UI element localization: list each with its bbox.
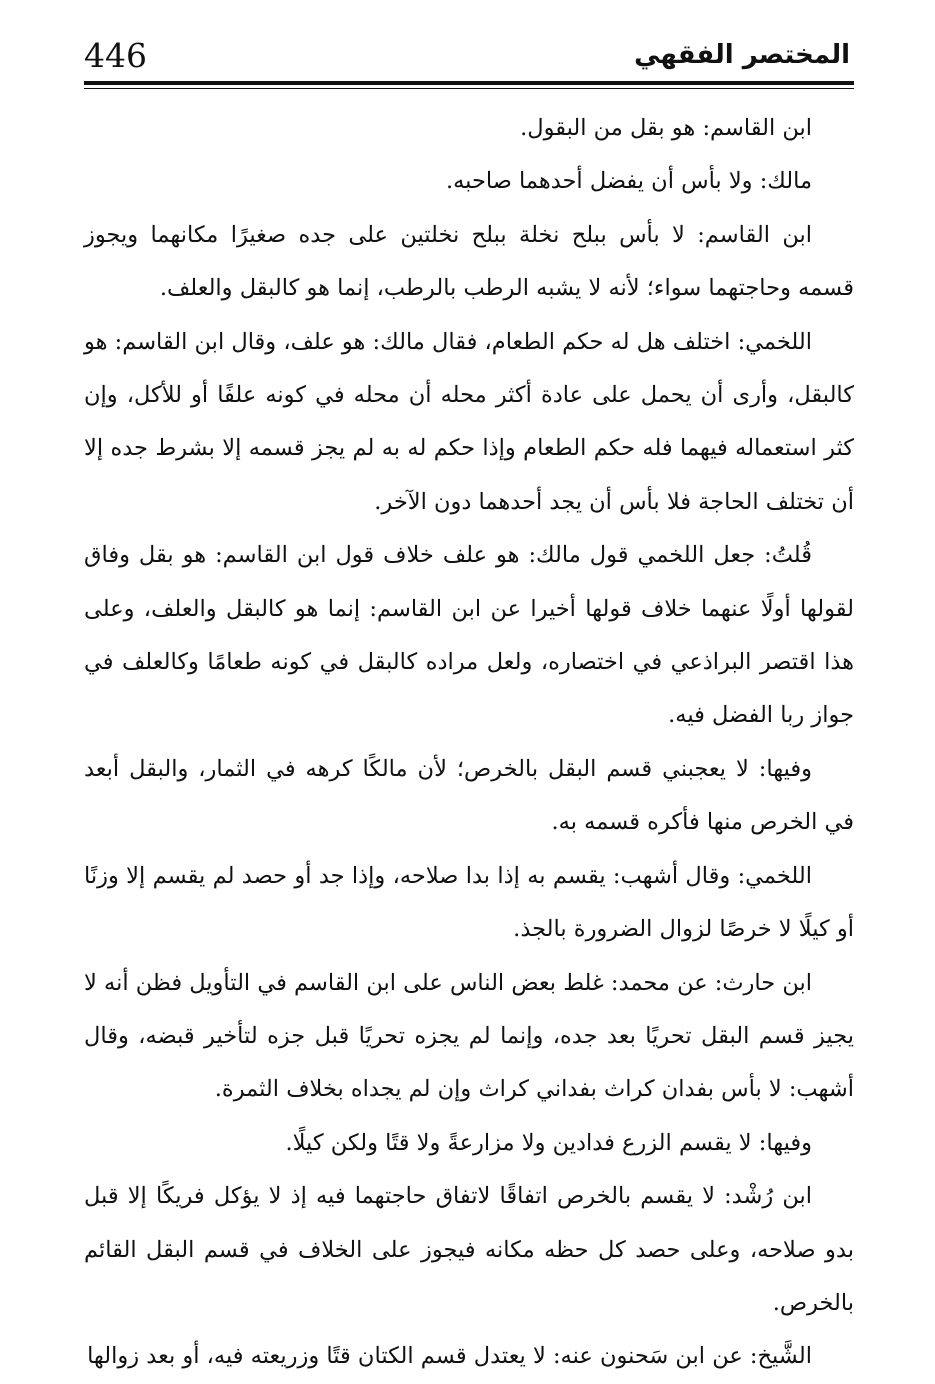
paragraph: ابن حارث: عن محمد: غلط بعض الناس على ابن القاسم في التأويل فظن أنه لا يجيز قسم البقل تحريًا بعد جده، وإنما لم يجزه تحريًا قبل جزه لتأخير قبضه، وقال أشهب: لا بأس بفدان كراث بفداني كراث وإن لم يجداه بخلاف الثمرة. <box>84 969 854 1103</box>
page-header <box>84 34 854 80</box>
paragraph: اللخمي: وقال أشهب: يقسم به إذا بدا صلاحه، وإذا جد أو حصد لم يقسم إلا وزنًا أو كيلًا لا خرصًا لزوال الضرورة بالجذ. <box>84 862 854 943</box>
paragraph: الشَّيخ: عن ابن سَحنون عنه: لا يعتدل قسم الكتان قتًا وزريعته فيه، أو بعد زوالها <box>87 1343 812 1370</box>
header-rule-thick <box>84 81 854 85</box>
page-number: 446 <box>84 36 147 75</box>
paragraph: وفيها: لا يعجبني قسم البقل بالخرص؛ لأن مالكًا كرهه في الثمار، والبقل أبعد في الخرص منها فأكره قسمه به. <box>84 755 854 836</box>
paragraph: قُلتُ: جعل اللخمي قول مالك: هو علف خلاف قول ابن القاسم: هو بقل وفاق لقولها أولًا عنهما خلاف قولها أخيرا عن ابن القاسم: إنما هو كالبقل والعلف، وعلى هذا اقتصر البراذعي في اختصاره، ولعل مراده كالبقل في كونه طعامًا وكالعلف في جواز ربا الفضل فيه. <box>84 542 854 729</box>
paragraph: ابن رُشْد: لا يقسم بالخرص اتفاقًا لاتفاق حاجتهما فيه إذ لا يؤكل فريكًا إلا قبل بدو صلاحه، وعلى حصد كل حظه مكانه فيجوز على الخلاف في قسم البقل القائم بالخرص. <box>84 1183 854 1316</box>
paragraph: ابن القاسم: هو بقل من البقول. <box>520 115 812 141</box>
paragraph: مالك: ولا بأس أن يفضل أحدهما صاحبه. <box>445 168 812 195</box>
paragraph: وفيها: لا يقسم الزرع فدادين ولا مزارعةً ولا قتًا ولكن كيلًا. <box>285 1129 812 1156</box>
paragraph: ابن القاسم: لا بأس ببلح نخلة ببلح نخلتين على جده صغيرًا مكانهما ويجوز قسمه وحاجتهما سواء؛ لأنه لا يشبه الرطب بالرطب، إنما هو كالبقل والعلف. <box>84 221 854 302</box>
paragraph: اللخمي: اختلف هل له حكم الطعام، فقال مالك: هو علف، وقال ابن القاسم: هو كالبقل، وأرى أن يحمل على عادة أكثر محله أن محله في كونه علفًا أو للأكل، وإن كثر استعماله فيهما فله حكم الطعام وإذا حكم له به لم يجز قسمه إلا بشرط جده إلا أن تختلف الحاجة فلا بأس أن يجد أحدهما دون الآخر. <box>84 328 854 515</box>
header-rule-thin <box>84 88 854 89</box>
page-body <box>84 102 854 1384</box>
book-title: المختصر الفقهي <box>634 40 850 70</box>
